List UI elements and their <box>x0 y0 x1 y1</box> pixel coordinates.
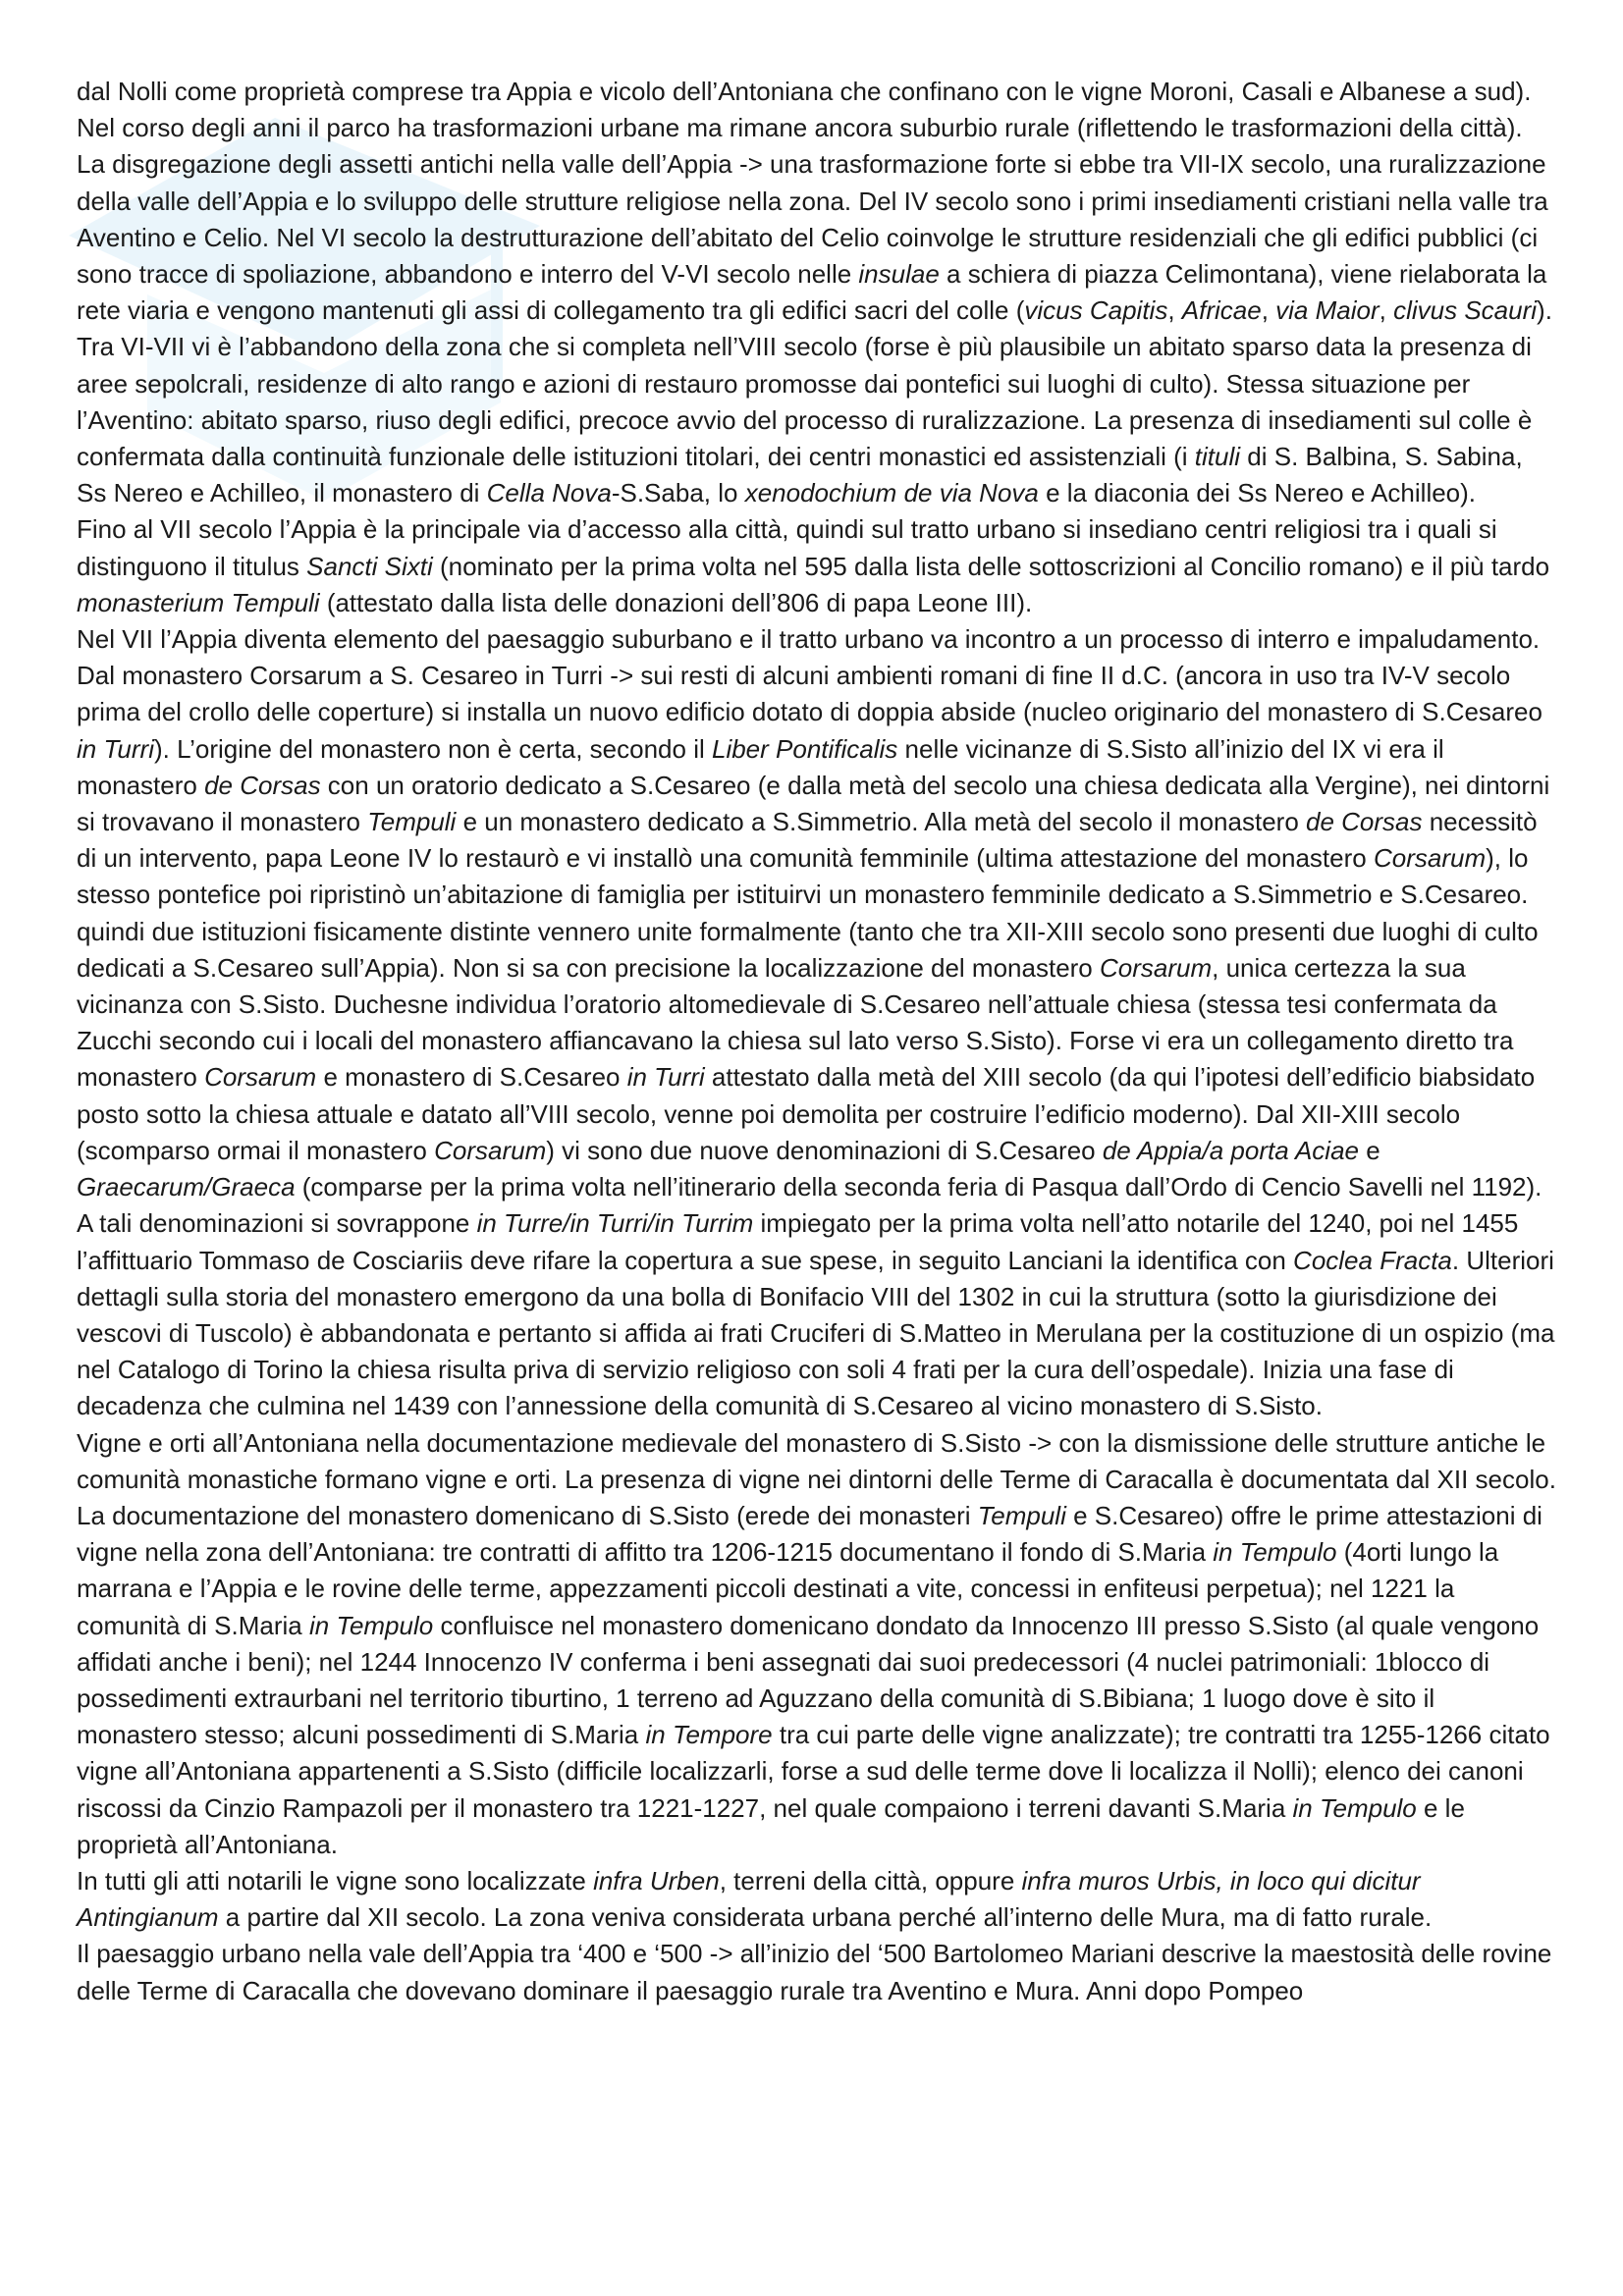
text-run: , <box>1261 295 1276 326</box>
italic-text-run: in Tempulo <box>308 1610 434 1640</box>
text-run: . Ulteriori dettagli sulla storia del monastero emergono da una bolla di Bonifacio VIII del 1302 in cui la struttura (sotto la giurisdizione dei vescovi di Tuscolo) è abbandonata e pertanto si affida ai frati Cruciferi di S.Matteo in Merulana per la costituzione di un ospizio (ma nel Catalogo di Torino la chiesa risulta priva di servizio religioso con soli 4 frati per la cura dell’ospedale). Inizia una fase di decadenza che culmina nel 1439 con l’annessione della comunità di S.Cesareo al vicino monastero di S.Sisto. <box>77 1245 1555 1421</box>
italic-text-run: in Turre/in Turri/in Turrim <box>476 1208 754 1239</box>
text-run: e la diaconia dei Ss Nereo e Achilleo). <box>1038 478 1477 508</box>
text-run: attestato dalla metà del XIII secolo (da qui l’ipotesi dell’edificio biabsidato posto sotto la chiesa attuale e datato all’VIII secolo, venne poi demolita per costruire l’edificio moderno). Dal XII-XIII secolo (scomparso ormai il monastero <box>77 1062 1536 1165</box>
text-run: La disgregazione degli assetti antichi nella valle dell’Appia -> una trasformazione forte si ebbe tra VII-IX secolo, una ruralizzazione della valle dell’Appia e lo sviluppo delle strutture religiose nella zona. Del IV secolo sono i primi insediamenti cristiani nella valle tra Aventino e Celio. Nel VI secolo la destrutturazione dell’abitato del Celio coinvolge le strutture residenziali che gli edifici pubblici (ci sono tracce di spoliazione, abbandono e interro del V-VI secolo nelle <box>77 149 1548 290</box>
italic-text-run: Graecarum/Graeca <box>77 1172 296 1202</box>
italic-text-run: in Turri <box>77 733 154 764</box>
italic-text-run: insulae <box>858 259 940 290</box>
paragraph <box>77 1936 1559 2008</box>
italic-text-run: Liber Pontificalis <box>711 733 898 764</box>
text-run: (attestato dalla lista delle donazioni dell’806 di papa Leone III). <box>319 587 1033 617</box>
paragraph <box>77 146 1559 511</box>
text-run: impiegato per la prima volta nell’atto notarile del 1240, poi nel 1455 l’affittuario Tommaso de Cosciariis deve rifare la copertura a sue spese, in seguito Lanciani la identifica con <box>77 1208 1519 1275</box>
paragraph <box>77 621 1559 658</box>
italic-text-run: de Appia/a porta Aciae <box>1102 1135 1359 1165</box>
text-run: , unica certezza la sua vicinanza con S.Sisto. Duchesne individua l’oratorio altomedievale di S.Cesareo nell’attuale chiesa (stessa tesi confermata da Zucchi secondo cui i locali del monastero affiancavano la chiesa sul lato verso S.Sisto). Forse vi era un collegamento diretto tra monastero <box>77 952 1514 1093</box>
italic-text-run: tituli <box>1194 442 1241 472</box>
italic-text-run: Cella Nova <box>486 478 612 508</box>
text-run: Fino al VII secolo l’Appia è la principale via d’accesso alla città, quindi sul tratto urbano si insediano centri religiosi tra i quali si distinguono il titulus <box>77 514 1497 581</box>
italic-text-run: Corsarum <box>204 1062 317 1093</box>
italic-text-run: xenodochium de via Nova <box>744 478 1039 508</box>
italic-text-run: vicus Capitis <box>1024 295 1168 326</box>
body-text <box>77 74 1559 2009</box>
text-run: Nel VII l’Appia diventa elemento del paesaggio suburbano e il tratto urbano va incontro a un processo di interro e impaludamento. <box>77 624 1541 655</box>
text-run: In tutti gli atti notarili le vigne sono localizzate <box>77 1865 594 1896</box>
italic-text-run: Coclea Fracta <box>1293 1245 1452 1275</box>
text-run: (nominato per la prima volta nel 595 dalla lista delle sottoscrizioni al Concilio romano) e il più tardo <box>432 551 1550 581</box>
italic-text-run: clivus Scauri <box>1393 295 1538 326</box>
italic-text-run: Africae <box>1181 295 1262 326</box>
italic-text-run: via Maior <box>1275 295 1380 326</box>
italic-text-run: monasterium Tempuli <box>77 587 320 617</box>
italic-text-run: Sancti Sixti <box>306 551 433 581</box>
text-run: -S.Saba, lo <box>611 478 745 508</box>
italic-text-run: in Turri <box>626 1062 705 1093</box>
text-run: , <box>1167 295 1182 326</box>
italic-text-run: in Tempulo <box>1292 1792 1417 1823</box>
italic-text-run: in Tempore <box>645 1720 773 1750</box>
text-run: e un monastero dedicato a S.Simmetrio. Alla metà del secolo il monastero <box>456 807 1306 837</box>
italic-text-run: de Corsas <box>204 770 321 800</box>
text-run: e <box>1359 1135 1380 1165</box>
paragraph <box>77 74 1559 146</box>
text-run: necessitò di un intervento, papa Leone IV lo restaurò e vi installò una comunità femminile (ultima attestazione del monastero <box>77 807 1538 874</box>
text-run: , terreni della città, oppure <box>719 1865 1022 1896</box>
paragraph <box>77 511 1559 621</box>
text-run: (comparse per la prima volta nell’itinerario della seconda feria di Pasqua dall’Ordo di Cencio Savelli nel 1192). A tali denominazioni si sovrappone <box>77 1172 1542 1239</box>
italic-text-run: Corsarum <box>1100 952 1213 983</box>
italic-text-run: in Tempulo <box>1213 1537 1337 1568</box>
text-run: Dal monastero Corsarum a S. Cesareo in Turri -> sui resti di alcuni ambienti romani di fine II d.C. (ancora in uso tra IV-V secolo prima del crollo delle coperture) si installa un nuovo edificio dotato di doppia abside (nucleo originario del monastero di S.Cesareo <box>77 661 1542 727</box>
text-run: con un oratorio dedicato a S.Cesareo (e dalla metà del secolo una chiesa dedicata alla Vergine), nei dintorni si trovavano il monastero <box>77 770 1550 837</box>
paragraph <box>77 658 1559 1424</box>
text-run: tra cui parte delle vigne analizzate); tre contratti tra 1255-1266 citato vigne all’Antoniana appartenenti a S.Sisto (difficile localizzarli, forse a sud delle terme dove li localizza il Nolli); elenco dei canoni riscossi da Cinzio Rampazoli per il monastero tra 1221-1227, nel quale compaiono i terreni davanti S.Maria <box>77 1720 1550 1823</box>
text-run: a partire dal XII secolo. La zona veniva considerata urbana perché all’interno delle Mura, ma di fatto rurale. <box>218 1902 1433 1933</box>
text-run: a schiera di piazza Celimontana), viene rielaborata la rete viaria e vengono mantenuti gli assi di collegamento tra gli edifici sacri del colle ( <box>77 259 1547 326</box>
italic-text-run: Corsarum <box>434 1135 547 1165</box>
italic-text-run: Corsarum <box>1373 843 1487 874</box>
text-run: dal Nolli come proprietà comprese tra Appia e vicolo dell’Antoniana che confinano con le vigne Moroni, Casali e Albanese a sud). Nel corso degli anni il parco ha trasformazioni urbane ma rimane ancora suburbio rurale (riflettendo le trasformazioni della città). <box>77 77 1532 143</box>
italic-text-run: infra Urben <box>593 1865 720 1896</box>
italic-text-run: Tempuli <box>367 807 457 837</box>
text-run: Vigne e orti all’Antoniana nella documentazione medievale del monastero di S.Sisto -> con la dismissione delle strutture antiche le comunità monastiche formano vigne e orti. La presenza di vigne nei dintorni delle Terme di Caracalla è documentata dal XII secolo. La documentazione del monastero domenicano di S.Sisto (erede dei monasteri <box>77 1427 1556 1530</box>
paragraph <box>77 1425 1559 1863</box>
text-run: confluisce nel monastero domenicano dondato da Innocenzo III presso S.Sisto (al quale vengono affidati anche i beni); nel 1244 Innocenzo IV conferma i beni assegnati dai suoi predecessori (4 nuclei patrimoniali: 1blocco di possedimenti extraurbani nel territorio tiburtino, 1 terreno ad Aguzzano della comunità di S.Bibiana; 1 luogo dove è sito il monastero stesso; alcuni possedimenti di S.Maria <box>77 1610 1540 1750</box>
text-run: ). Tra VI-VII vi è l’abbandono della zona che si completa nell’VIII secolo (forse è più plausibile un abitato sparso data la presenza di aree sepolcrali, residenze di alto rango e azioni di restauro promosse dai pontefici sui luoghi di culto). Stessa situazione per l’Aventino: abitato sparso, riuso degli edifici, precoce avvio del processo di ruralizzazione. La presenza di insediamenti sul colle è confermata dalla continuità funzionale delle istituzioni titolari, dei centri monastici ed assistenziali (i <box>77 295 1552 472</box>
text-run: , <box>1379 295 1394 326</box>
text-run: nelle vicinanze di S.Sisto all’inizio del IX vi era il monastero <box>77 733 1444 800</box>
paragraph <box>77 1863 1559 1936</box>
text-run: (4orti lungo la marrana e l’Appia e le rovine delle terme, appezzamenti piccoli destinati a vite, concessi in enfiteusi perpetua); nel 1221 la comunità di S.Maria <box>77 1537 1499 1640</box>
text-run: Il paesaggio urbano nella vale dell’Appia tra ‘400 e ‘500 -> all’inizio del ‘500 Bartolomeo Mariani descrive la maestosità delle rovine delle Terme di Caracalla che dovevano dominare il paesaggio rurale tra Aventino e Mura. Anni dopo Pompeo <box>77 1939 1552 2005</box>
italic-text-run: Tempuli <box>977 1500 1066 1530</box>
text-run: ). L’origine del monastero non è certa, secondo il <box>153 733 712 764</box>
text-run: ) vi sono due nuove denominazioni di S.Cesareo <box>546 1135 1103 1165</box>
text-run: e S.Cesareo) offre le prime attestazioni di vigne nella zona dell’Antoniana: tre contratti di affitto tra 1206-1215 documentano il fondo di S.Maria <box>77 1500 1542 1568</box>
text-run: e monastero di S.Cesareo <box>316 1062 627 1093</box>
text-run: ), lo stesso pontefice poi ripristinò un’abitazione di famiglia per istituirvi un monastero femminile dedicato a S.Simmetrio e S.Cesareo. quindi due istituzioni fisicamente distinte vennero unite formalmente (tanto che tra XII-XIII secolo sono presenti due luoghi di culto dedicati a S.Cesareo sull’Appia). Non si sa con precisione la localizzazione del monastero <box>77 843 1539 983</box>
text-run: di S. Balbina, S. Sabina, Ss Nereo e Achilleo, il monastero di <box>77 442 1523 508</box>
italic-text-run: infra muros Urbis, in loco qui dicitur Antingianum <box>77 1865 1421 1933</box>
text-run: e le proprietà all’Antoniana. <box>77 1792 1465 1859</box>
italic-text-run: de Corsas <box>1306 807 1423 837</box>
